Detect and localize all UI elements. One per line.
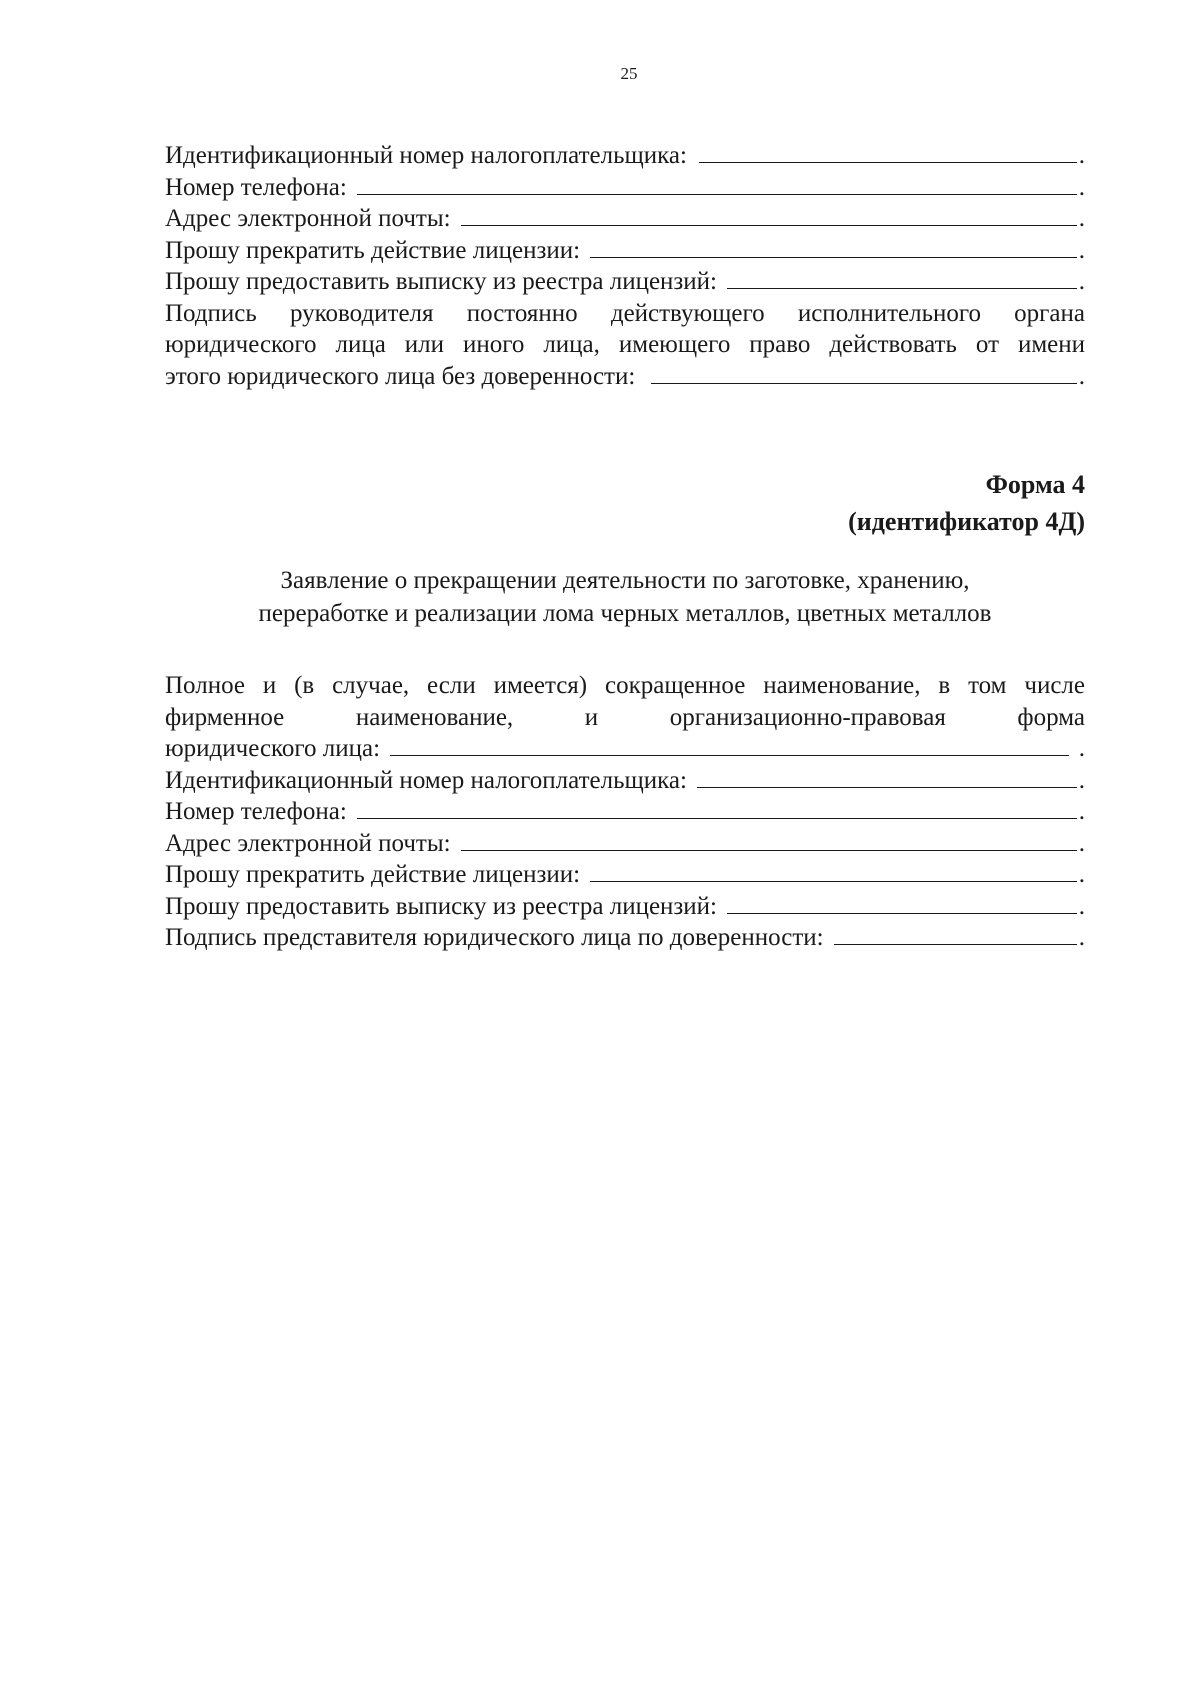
name-line2-word-3: и <box>584 703 599 731</box>
email-dot: . <box>1078 205 1085 232</box>
phone-label: Номер телефона: <box>165 173 347 201</box>
inn-row <box>165 140 1085 172</box>
extract-row-2 <box>165 891 1085 923</box>
inn-blank-field-2[interactable] <box>697 765 1077 788</box>
legal-name-blank-field[interactable] <box>390 733 1069 756</box>
email-row <box>165 203 1085 235</box>
name-line2-word-1: фирменное <box>165 703 285 731</box>
statement-title-line-2: переработке и реализации лома черных металлов, цветных металлов <box>258 600 992 627</box>
extract-dot-2: . <box>1078 892 1085 920</box>
inn-dot: . <box>1078 142 1085 169</box>
signature-row <box>165 361 1085 393</box>
legal-name-row <box>165 733 1085 765</box>
name-line2-word-2: наименование, <box>355 703 514 731</box>
signature-text-line-1: Подпись руководителя постоянно действующего исполнительного органа <box>165 299 1085 327</box>
terminate-label: Прошу прекратить действие лицензии: <box>165 236 581 264</box>
email-label-2: Адрес электронной почты: <box>165 829 451 857</box>
terminate-label-2: Прошу прекратить действие лицензии: <box>165 861 581 888</box>
inn-blank-field[interactable] <box>699 140 1077 163</box>
extract-blank-field-2[interactable] <box>727 891 1077 914</box>
extract-blank-field[interactable] <box>727 266 1077 289</box>
representative-signature-row <box>165 922 1085 954</box>
terminate-blank-field[interactable] <box>590 235 1077 258</box>
email-blank-field[interactable] <box>461 203 1077 226</box>
email-row-2 <box>165 828 1085 860</box>
terminate-dot: . <box>1078 236 1085 264</box>
extract-dot: . <box>1078 268 1085 295</box>
phone-label-2: Номер телефона: <box>165 798 347 825</box>
name-text-line-1: Полное и (в случае, если имеется) сокращенное наименование, в том числе <box>165 672 1085 699</box>
phone-dot: . <box>1078 173 1085 201</box>
phone-dot-2: . <box>1078 798 1085 825</box>
email-label: Адрес электронной почты: <box>165 205 451 232</box>
statement-title-line-1: Заявление о прекращении деятельности по заготовке, хранению, <box>280 567 970 594</box>
phone-row-2 <box>165 796 1085 828</box>
phone-blank-field-2[interactable] <box>357 796 1077 819</box>
inn-row-2 <box>165 765 1085 797</box>
form-header <box>165 466 1085 540</box>
terminate-row-2 <box>165 859 1085 891</box>
signature-text-line-2: юридического лица или иного лица, имеющего право действовать от имени <box>165 331 1085 358</box>
legal-name-dot: . <box>1078 735 1085 762</box>
terminate-dot-2: . <box>1078 861 1085 888</box>
email-blank-field-2[interactable] <box>461 828 1077 851</box>
legal-name-label: юридического лица: <box>165 735 381 762</box>
extract-row <box>165 266 1085 298</box>
signature-label: этого юридического лица без доверенности: <box>165 362 636 390</box>
email-dot-2: . <box>1078 829 1085 857</box>
extract-label-2: Прошу предоставить выписку из реестра лицензий: <box>165 892 718 920</box>
inn-dot-2: . <box>1078 766 1085 794</box>
page-number: 25 <box>620 64 638 83</box>
terminate-blank-field-2[interactable] <box>590 859 1077 882</box>
signature-blank-field[interactable] <box>651 361 1076 384</box>
extract-label: Прошу предоставить выписку из реестра лицензий: <box>165 268 718 295</box>
statement-title <box>165 564 1085 630</box>
terminate-row <box>165 235 1085 267</box>
representative-signature-dot: . <box>1078 924 1085 951</box>
name-line2-word-5: форма <box>1017 703 1085 731</box>
phone-blank-field[interactable] <box>357 172 1077 195</box>
form-4-section <box>165 670 1085 954</box>
inn-label-2: Идентификационный номер налогоплательщика: <box>165 766 687 794</box>
inn-label: Идентификационный номер налогоплательщика: <box>165 142 687 169</box>
representative-signature-label: Подпись представителя юридического лица по доверенности: <box>165 924 824 951</box>
representative-signature-blank-field[interactable] <box>834 922 1077 945</box>
form-continuation-section <box>165 140 1085 392</box>
name-text-line-2 <box>165 702 1085 734</box>
signature-dot: . <box>1078 362 1085 390</box>
form-title: Форма 4 <box>985 470 1085 499</box>
phone-row <box>165 172 1085 204</box>
form-identifier: (идентификатор 4Д) <box>848 507 1085 536</box>
name-line2-word-4: организационно-правовая <box>669 703 946 731</box>
